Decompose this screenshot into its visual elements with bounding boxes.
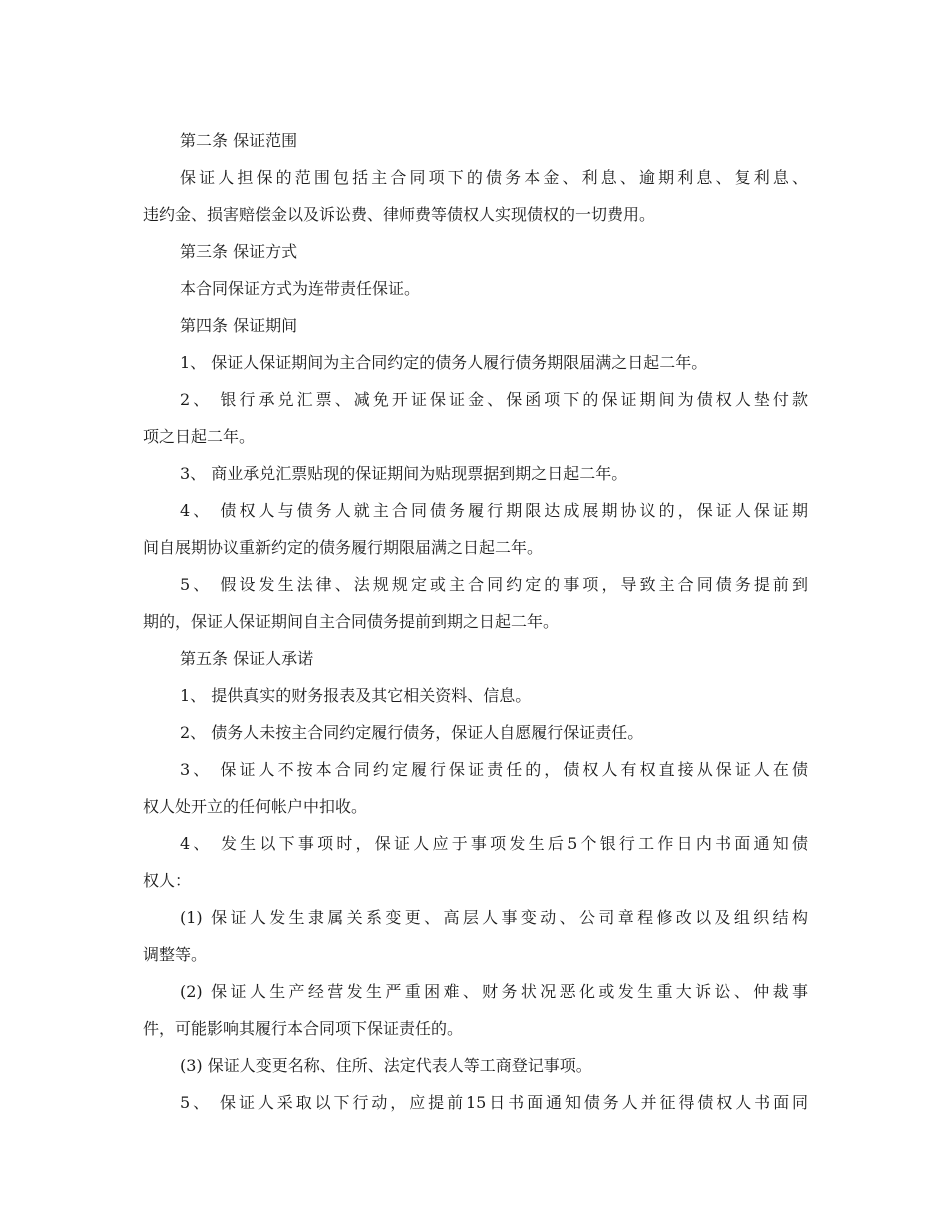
list-item-line: 间自展期协议重新约定的债务履行期限届满之日起二年。 [143, 538, 544, 557]
sub-item-line: (2) 保证人生产经营发生严重困难、财务状况恶化或发生重大诉讼、仲裁事 [180, 982, 808, 1001]
list-item-line: 2、 债务人未按主合同约定履行债务，保证人自愿履行保证责任。 [180, 723, 644, 742]
article-2-heading: 第二条 保证范围 [180, 131, 298, 150]
article-4-heading: 第四条 保证期间 [180, 316, 298, 335]
sub-item-line: 件，可能影响其履行本合同项下保证责任的。 [143, 1019, 464, 1038]
list-item-line: 3、 保证人不按本合同约定履行保证责任的，债权人有权直接从保证人在债 [180, 760, 808, 779]
list-item-line: 1、 保证人保证期间为主合同约定的债务人履行债务期限届满之日起二年。 [180, 353, 708, 372]
list-item-line: 1、 提供真实的财务报表及其它相关资料、信息。 [180, 686, 532, 705]
list-item-line: 权人处开立的任何帐户中扣收。 [143, 797, 368, 816]
list-item-line: 权人： [143, 871, 192, 890]
list-item-line: 2、 银行承兑汇票、减免开证保证金、保函项下的保证期间为债权人垫付款 [180, 390, 808, 409]
list-item-line: 4、 债权人与债务人就主合同债务履行期限达成展期协议的，保证人保证期 [180, 501, 808, 520]
paragraph-line: 本合同保证方式为连带责任保证。 [180, 279, 421, 298]
sub-item-line: 调整等。 [143, 945, 208, 964]
sub-item-line: (3) 保证人变更名称、住所、法定代表人等工商登记事项。 [180, 1056, 592, 1075]
list-item-line: 5、 保证人采取以下行动，应提前15日书面通知债务人并征得债权人书面同 [180, 1093, 808, 1112]
article-3-heading: 第三条 保证方式 [180, 242, 298, 261]
list-item-line: 项之日起二年。 [143, 427, 256, 446]
document-body [143, 122, 808, 1121]
list-item-line: 期的，保证人保证期间自主合同债务提前到期之日起二年。 [143, 612, 560, 631]
list-item-line: 5、 假设发生法律、法规规定或主合同约定的事项，导致主合同债务提前到 [180, 575, 808, 594]
article-5-heading: 第五条 保证人承诺 [180, 649, 314, 668]
sub-item-line: (1) 保证人发生隶属关系变更、高层人事变动、公司章程修改以及组织结构 [180, 908, 808, 927]
list-item-line: 4、 发生以下事项时，保证人应于事项发生后5个银行工作日内书面通知债 [180, 834, 808, 853]
list-item-line: 3、 商业承兑汇票贴现的保证期间为贴现票据到期之日起二年。 [180, 464, 628, 483]
paragraph-line: 违约金、损害赔偿金以及诉讼费、律师费等债权人实现债权的一切费用。 [143, 205, 656, 224]
paragraph-line: 保证人担保的范围包括主合同项下的债务本金、利息、逾期利息、复利息、 [180, 168, 808, 187]
